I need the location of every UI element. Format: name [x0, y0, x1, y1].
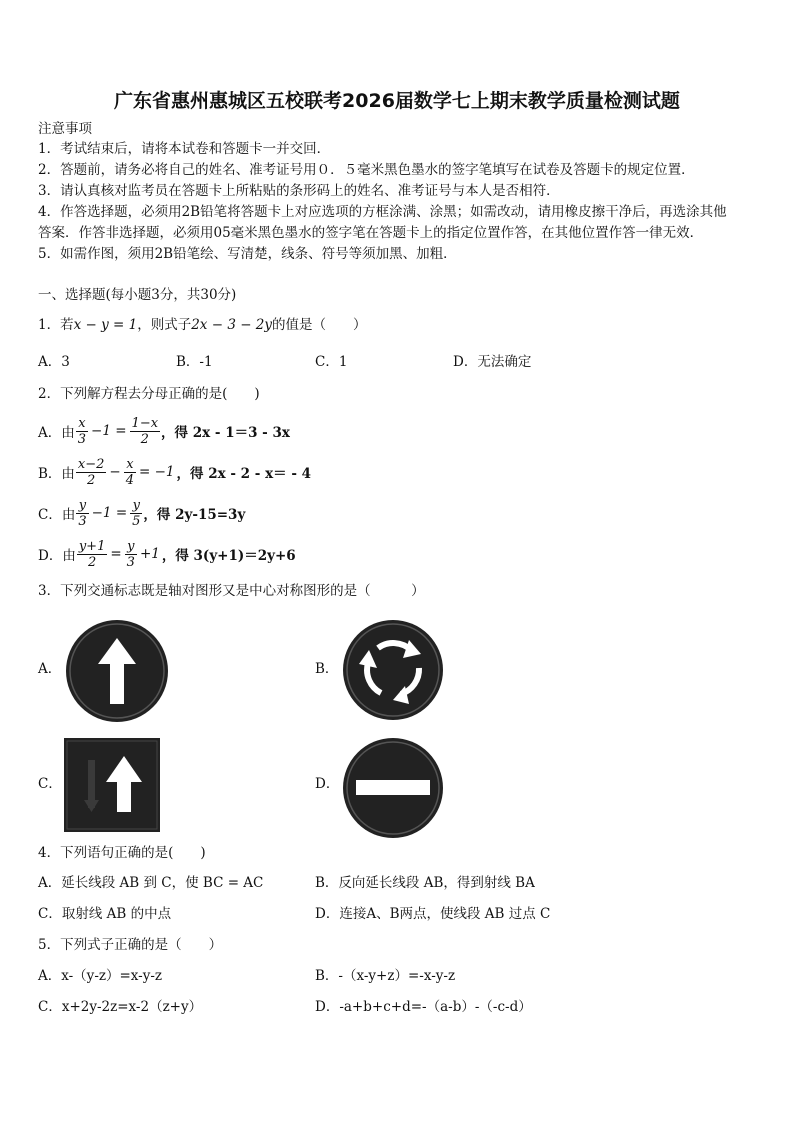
q1-pre: 1．若: [38, 317, 74, 333]
section-heading: 一、选择题(每小题3分，共30分): [38, 287, 237, 303]
denominator: 2: [87, 472, 96, 488]
q3-label-b: B．: [315, 661, 339, 677]
operator: = −1: [139, 464, 175, 480]
q1-option-c: C．1: [315, 354, 348, 370]
fraction: [130, 498, 142, 529]
q1-option-b: B．-1: [176, 354, 213, 370]
q1-mid: ，则式子: [137, 317, 192, 333]
page-title: 广东省惠州惠城区五校联考2026届数学七上期末教学质量检测试题: [114, 90, 680, 112]
numerator: x−2: [77, 456, 105, 472]
numerator: x: [76, 416, 88, 432]
q4-option-d: D．连接A、B两点，使线段 AB 过点 C: [315, 906, 551, 922]
numerator: 1−x: [131, 415, 159, 431]
denominator: 2: [87, 554, 97, 570]
q2b-result: ，得 2x - 2 - x＝ - 4: [176, 466, 312, 482]
denominator: 2: [140, 431, 149, 447]
q2-option-c: [38, 493, 245, 533]
q5-option-a: A．x-（y-z）=x-y-z: [38, 968, 163, 984]
fraction: [130, 416, 161, 447]
q1-expression: 2x − 3 − 2y: [191, 317, 273, 333]
q5-option-b: B．-（x-y+z）=-x-y-z: [315, 968, 456, 984]
fraction: [77, 539, 108, 570]
question-1-stem: [38, 316, 367, 334]
q3-label-d: D．: [315, 776, 340, 792]
fraction: [76, 457, 107, 488]
q1-option-d: D．无法确定: [453, 354, 532, 370]
question-2-stem: 2．下列解方程去分母正确的是( ): [38, 386, 260, 402]
denominator: 3: [126, 554, 135, 570]
q4-option-a: A．延长线段 AB 到 C，使 BC = AC: [38, 875, 264, 891]
operator: −1 =: [91, 505, 128, 521]
fraction: [76, 498, 88, 529]
fraction: [76, 416, 88, 447]
no-left-lane-sign-icon: [64, 738, 160, 832]
notice-heading: 注意事项: [38, 121, 92, 137]
question-5-stem: 5．下列式子正确的是（ ）: [38, 937, 223, 953]
q4-option-b: B．反向延长线段 AB，得到射线 BA: [315, 875, 535, 891]
denominator: 3: [78, 513, 87, 529]
q4-option-c: C．取射线 AB 的中点: [38, 906, 172, 922]
operator: +1: [139, 546, 160, 562]
question-4-stem: 4．下列语句正确的是( ): [38, 845, 206, 861]
numerator: x: [124, 457, 136, 473]
q2-option-b: [38, 452, 311, 492]
denominator: 3: [77, 431, 87, 447]
q2c-result: ，得 2y-15=3y: [143, 507, 246, 523]
question-3-stem: 3．下列交通标志既是轴对图形又是中心对称图形的是（ ）: [38, 583, 425, 599]
fraction: [125, 539, 137, 570]
q1-option-a: A．3: [38, 354, 70, 370]
roundabout-sign-icon: [341, 618, 445, 722]
notice-item: 1．考试结束后，请将本试卷和答题卡一并交回．: [38, 141, 331, 157]
notice-item: 5．如需作图，须用2B铅笔绘、写清楚，线条、符号等须加黑、加粗．: [38, 246, 457, 262]
q2a-result: ，得 2x - 1＝3 - 3x: [161, 425, 290, 441]
q2d-result: ，得 3(y+1)＝2y+6: [161, 548, 296, 564]
notice-item: 3．请认真核对监考员在答题卡上所粘贴的条形码上的姓名、准考证号与本人是否相符．: [38, 183, 560, 199]
q3-label-c: C．: [38, 776, 62, 792]
q2d-label: D．由: [38, 548, 76, 564]
operator: =: [110, 546, 122, 562]
numerator: y+1: [78, 538, 106, 554]
notice-item: 答案．作答非选择题，必须用05毫米黑色墨水的签字笔在答题卡上的指定位置作答，在其他位置作答一律无效．: [38, 225, 704, 241]
q2-option-d: [38, 534, 296, 574]
q3-label-a: A．: [38, 661, 62, 677]
ahead-arrow-sign-icon: [64, 618, 170, 724]
q1-post: 的值是（ ）: [272, 317, 367, 333]
no-entry-sign-icon: [341, 736, 445, 840]
numerator: y: [76, 498, 88, 514]
notice-item: 2．答题前，请务必将自己的姓名、准考证号用０．５毫米黑色墨水的签字笔填写在试卷及答题卡的规定位置．: [38, 162, 695, 178]
notice-item: 4．作答选择题，必须用2B铅笔将答题卡上对应选项的方框涂满、涂黑；如需改动，请用橡皮擦干净后，再选涂其他: [38, 204, 727, 220]
numerator: y: [130, 498, 142, 514]
q2-option-a: [38, 411, 290, 451]
operator: −: [109, 464, 121, 480]
q5-option-d: D．-a+b+c+d=-（a-b）-（-c-d）: [315, 999, 532, 1015]
fraction: [124, 457, 136, 488]
q5-option-c: C．x+2y-2z=x-2（z+y）: [38, 999, 203, 1015]
denominator: 5: [132, 513, 141, 529]
operator: −1 =: [91, 423, 127, 439]
q1-condition: x − y = 1: [73, 317, 138, 333]
q2c-label: C．由: [38, 507, 76, 523]
denominator: 4: [125, 472, 135, 488]
q2b-label: B．由: [38, 466, 75, 482]
q2a-label: A．由: [38, 425, 75, 441]
numerator: y: [125, 539, 137, 555]
